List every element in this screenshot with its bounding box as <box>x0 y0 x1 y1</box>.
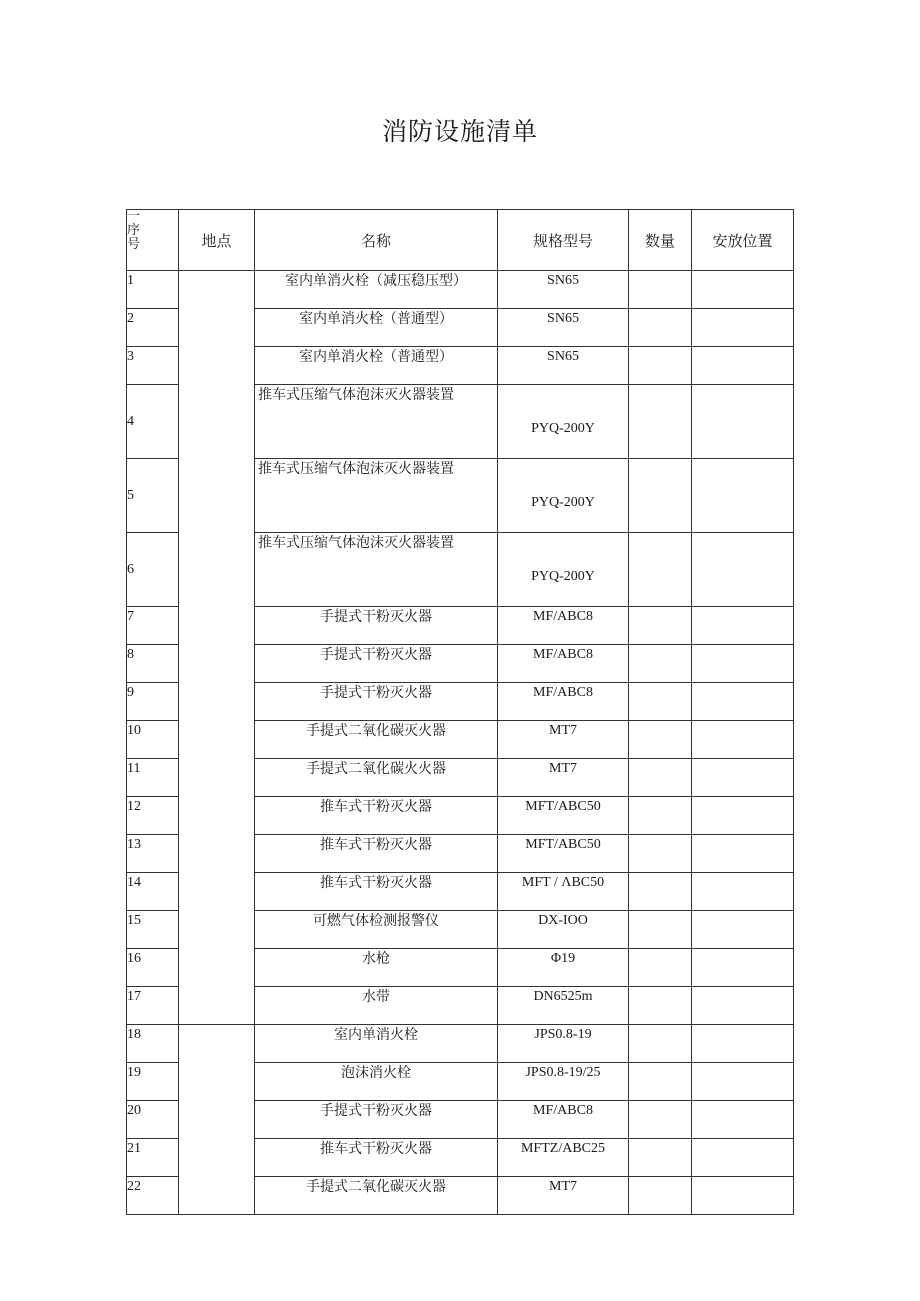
row-seq: 19 <box>127 1063 179 1101</box>
header-name: 名称 <box>255 210 498 271</box>
row-position <box>692 835 794 873</box>
row-name: 推车式压缩气体泡沫灭火器装置 <box>255 385 498 459</box>
row-quantity <box>629 987 692 1025</box>
row-position <box>692 607 794 645</box>
row-name: 水枪 <box>255 949 498 987</box>
header-location: 地点 <box>179 210 255 271</box>
row-seq: 11 <box>127 759 179 797</box>
row-quantity <box>629 797 692 835</box>
row-quantity <box>629 1063 692 1101</box>
row-name: 水带 <box>255 987 498 1025</box>
row-quantity <box>629 1025 692 1063</box>
row-spec: MF/ABC8 <box>498 607 629 645</box>
row-position <box>692 987 794 1025</box>
row-position <box>692 459 794 533</box>
row-seq: 10 <box>127 721 179 759</box>
row-name: 可燃气体检测报警仪 <box>255 911 498 949</box>
row-name: 推车式干粉灭火器 <box>255 1139 498 1177</box>
row-seq: 15 <box>127 911 179 949</box>
header-spec: 规格型号 <box>498 210 629 271</box>
row-name: 手提式二氧化碳灭火器 <box>255 1177 498 1215</box>
row-position <box>692 347 794 385</box>
row-seq: 9 <box>127 683 179 721</box>
row-seq: 3 <box>127 347 179 385</box>
row-quantity <box>629 607 692 645</box>
row-spec: MF/ABC8 <box>498 683 629 721</box>
row-position <box>692 873 794 911</box>
row-spec: MT7 <box>498 759 629 797</box>
row-name: 泡沫消火栓 <box>255 1063 498 1101</box>
row-name: 推车式干粉灭火器 <box>255 873 498 911</box>
row-spec: MFT/ABC50 <box>498 797 629 835</box>
row-position <box>692 385 794 459</box>
row-position <box>692 911 794 949</box>
row-name: 推车式压缩气体泡沫灭火器装置 <box>255 459 498 533</box>
row-seq: 5 <box>127 459 179 533</box>
row-quantity <box>629 911 692 949</box>
row-name: 推车式压缩气体泡沫灭火器装置 <box>255 533 498 607</box>
row-spec: JPS0.8-19 <box>498 1025 629 1063</box>
row-quantity <box>629 385 692 459</box>
row-position <box>692 721 794 759</box>
row-spec: DX-IOO <box>498 911 629 949</box>
row-seq: 8 <box>127 645 179 683</box>
row-spec: JPS0.8-19/25 <box>498 1063 629 1101</box>
row-quantity <box>629 1177 692 1215</box>
row-position <box>692 797 794 835</box>
row-spec: SN65 <box>498 271 629 309</box>
row-quantity <box>629 347 692 385</box>
row-position <box>692 533 794 607</box>
row-seq: 22 <box>127 1177 179 1215</box>
row-name: 室内单消火栓（普通型） <box>255 309 498 347</box>
row-quantity <box>629 271 692 309</box>
row-seq: 1 <box>127 271 179 309</box>
row-spec: MFTZ/ABC25 <box>498 1139 629 1177</box>
row-seq: 20 <box>127 1101 179 1139</box>
page-title: 消防设施清单 <box>381 117 538 146</box>
row-name: 手提式干粉灭火器 <box>255 645 498 683</box>
row-spec: Φ19 <box>498 949 629 987</box>
row-quantity <box>629 459 692 533</box>
row-spec: DN6525m <box>498 987 629 1025</box>
row-spec: MT7 <box>498 721 629 759</box>
row-name: 手提式干粉灭火器 <box>255 683 498 721</box>
row-seq: 12 <box>127 797 179 835</box>
row-position <box>692 1063 794 1101</box>
header-position: 安放位置 <box>692 210 794 271</box>
row-position <box>692 949 794 987</box>
row-name: 推车式干粉灭火器 <box>255 797 498 835</box>
header-seq: 一 序 号 <box>127 210 179 271</box>
row-name: 室内单消火栓（减压稳压型） <box>255 271 498 309</box>
row-name: 室内单消火栓（普通型） <box>255 347 498 385</box>
row-quantity <box>629 1101 692 1139</box>
row-spec: SN65 <box>498 347 629 385</box>
row-seq: 17 <box>127 987 179 1025</box>
row-position <box>692 1139 794 1177</box>
row-quantity <box>629 533 692 607</box>
row-spec: PYQ-200Y <box>498 533 629 607</box>
row-quantity <box>629 721 692 759</box>
facility-table <box>126 209 794 1215</box>
row-spec: MFT/ABC50 <box>498 835 629 873</box>
header-quantity: 数量 <box>629 210 692 271</box>
row-quantity <box>629 873 692 911</box>
row-seq: 18 <box>127 1025 179 1063</box>
row-seq: 21 <box>127 1139 179 1177</box>
row-seq: 13 <box>127 835 179 873</box>
row-spec: MF/ABC8 <box>498 645 629 683</box>
row-seq: 6 <box>127 533 179 607</box>
row-spec: SN65 <box>498 309 629 347</box>
table-row <box>127 271 794 309</box>
table-body <box>127 271 794 1215</box>
row-position <box>692 683 794 721</box>
row-seq: 14 <box>127 873 179 911</box>
row-quantity <box>629 835 692 873</box>
location-cell <box>179 271 255 1025</box>
row-quantity <box>629 949 692 987</box>
row-name: 手提式干粉灭火器 <box>255 607 498 645</box>
row-spec: PYQ-200Y <box>498 459 629 533</box>
row-seq: 4 <box>127 385 179 459</box>
row-position <box>692 271 794 309</box>
location-cell <box>179 1025 255 1215</box>
row-spec: MFT / ΛBC50 <box>498 873 629 911</box>
row-name: 推车式干粉灭火器 <box>255 835 498 873</box>
row-spec: MT7 <box>498 1177 629 1215</box>
row-quantity <box>629 645 692 683</box>
row-seq: 16 <box>127 949 179 987</box>
row-position <box>692 1025 794 1063</box>
table-header-row <box>127 210 794 271</box>
row-name: 手提式二氧化碳灭火器 <box>255 721 498 759</box>
row-seq: 2 <box>127 309 179 347</box>
row-quantity <box>629 309 692 347</box>
row-spec: MF/ABC8 <box>498 1101 629 1139</box>
row-position <box>692 759 794 797</box>
row-position <box>692 1101 794 1139</box>
row-name: 手提式干粉灭火器 <box>255 1101 498 1139</box>
row-position <box>692 1177 794 1215</box>
row-name: 室内单消火栓 <box>255 1025 498 1063</box>
row-spec: PYQ-200Y <box>498 385 629 459</box>
row-seq: 7 <box>127 607 179 645</box>
table-row <box>127 1025 794 1063</box>
row-position <box>692 645 794 683</box>
row-quantity <box>629 1139 692 1177</box>
row-quantity <box>629 683 692 721</box>
row-name: 手提式二氧化碳火火器 <box>255 759 498 797</box>
row-position <box>692 309 794 347</box>
row-quantity <box>629 759 692 797</box>
